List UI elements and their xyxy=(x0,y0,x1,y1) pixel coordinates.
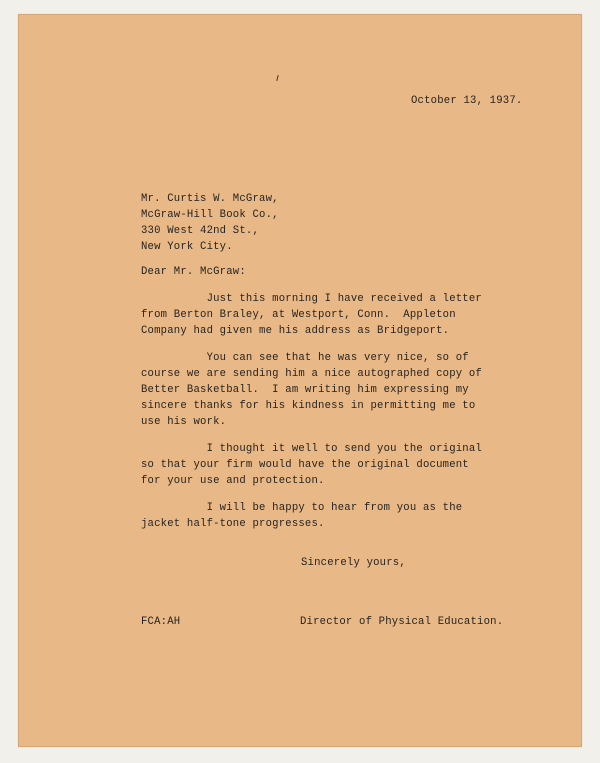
salutation: Dear Mr. McGraw: xyxy=(141,266,246,278)
paragraph-3-line-3: for your use and protection. xyxy=(141,475,325,487)
recipient-line-4: New York City. xyxy=(141,241,233,253)
paragraph-2-line-2: course we are sending him a nice autographed copy of xyxy=(141,368,482,380)
recipient-line-2: McGraw-Hill Book Co., xyxy=(141,209,279,221)
paragraph-3-line-2: so that your firm would have the original document xyxy=(141,459,469,471)
recipient-line-3: 330 West 42nd St., xyxy=(141,225,260,237)
paragraph-2-line-1: You can see that he was very nice, so of xyxy=(141,352,469,364)
typist-initials: FCA:AH xyxy=(141,616,181,628)
recipient-line-1: Mr. Curtis W. McGraw, xyxy=(141,193,279,205)
paragraph-2-line-5: use his work. xyxy=(141,416,227,428)
paragraph-1-line-2: from Berton Braley, at Westport, Conn. Appleton xyxy=(141,309,456,321)
paragraph-3-line-1: I thought it well to send you the original xyxy=(141,443,482,455)
paragraph-1-line-1: Just this morning I have received a letter xyxy=(141,293,482,305)
paragraph-1-line-3: Company had given me his address as Bridgeport. xyxy=(141,325,450,337)
paragraph-2-line-4: sincere thanks for his kindness in permitting me to xyxy=(141,400,476,412)
paragraph-4-line-2: jacket half-tone progresses. xyxy=(141,518,325,530)
signature-title: Director of Physical Education. xyxy=(300,616,504,628)
letter-date: October 13, 1937. xyxy=(411,95,523,107)
closing: Sincerely yours, xyxy=(301,557,406,569)
paragraph-2-line-3: Better Basketball. I am writing him expressing my xyxy=(141,384,469,396)
paragraph-4-line-1: I will be happy to hear from you as the xyxy=(141,502,463,514)
